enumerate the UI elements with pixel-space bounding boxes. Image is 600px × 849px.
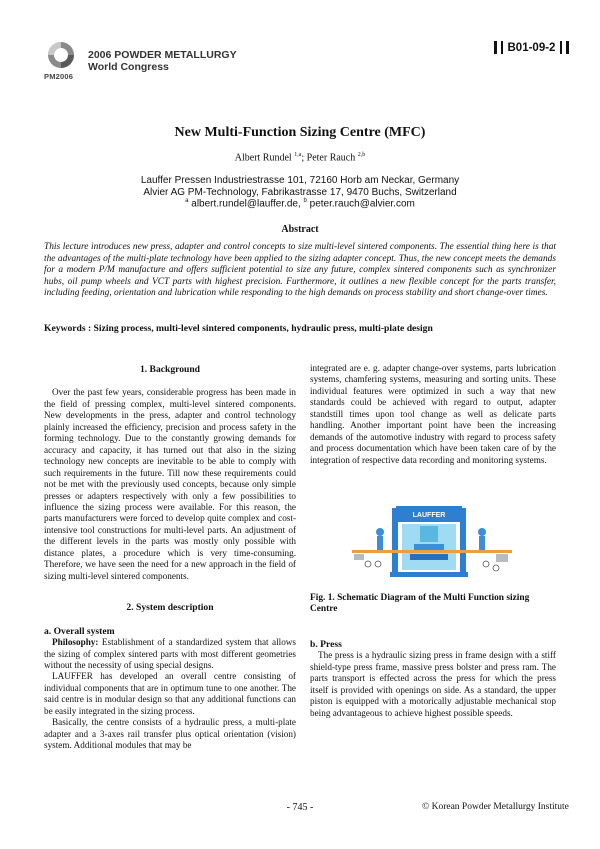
email-line: [0, 198, 600, 209]
figure-right-tower: [479, 536, 485, 550]
code-bar-left-thin: [501, 41, 503, 54]
code-bar-right: [566, 41, 569, 54]
code-bar-right-thin: [560, 41, 562, 54]
author-2: Peter Rauch: [306, 152, 356, 164]
author-line: [0, 152, 600, 163]
email-a: albert.rundel@lauffer.de,: [188, 198, 304, 210]
email-b: peter.rauch@alvier.com: [306, 198, 415, 210]
figure-right-module: [478, 528, 486, 536]
figure-caption: Fig. 1. Schematic Diagram of the Multi Function sizing Centre: [310, 593, 530, 615]
press-paragraph: The press is a hydraulic sizing press in frame design with a stiff shield-type press frame, massive press bolster and press ram. The parts transport is effected across the press for which the press itself is provided with openings on side. As a standard, the upper piston is equipped with a motorically adjustable mechanical stop being advantageous to achieve highest possible speeds.: [310, 650, 556, 718]
author-2-sup: 2,b: [357, 152, 366, 158]
philosophy-paragraph: [44, 637, 296, 671]
figure-left-module: [376, 528, 384, 536]
figure-left-station: [354, 554, 364, 560]
affiliation-2: Alvier AG PM-Technology, Fabrikastrasse 17, 9470 Buchs, Switzerland: [143, 187, 457, 198]
abstract-text: This lecture introduces new press, adapter and control concepts to size multi-level sintered components. The essential thing here is that the advantages of the multi-plate technology have been applied to the sizing adapter concept. Thus, the new concept meets the demands for a modern P/M manufacture and offers sufficient potential to size any future, complex sintered components such as synchronizer hubs, oil pump wheels and VCT parts with highest precision. Furthermore, it outlines a new flexible concept for the parts transfer, including feeding, orientation and lubrication while responding to the high demands on process stability and short change-over times.: [44, 242, 556, 299]
keywords: Keywords : Sizing process, multi-level sintered components, hydraulic press, multi-plate design: [44, 323, 433, 334]
integration-paragraph: integrated are e. g. adapter change-over systems, parts lubrication systems, chamfering systems, measuring and sorting units. These individual features were optimized in such a way that new standards could be achieved with regard to output, adapter standstill times upon tool change as well as delicate parts handling. Another important point have been the increasing demands of the automotive industry with regard to process safety and process documentation which have been taken care of by the integration of respective data recording and monitoring systems.: [310, 363, 556, 465]
author-1: Albert Rundel: [234, 152, 292, 164]
conference-subtitle: World Congress: [88, 61, 169, 73]
paper-code-text: B01-09-2: [507, 41, 556, 54]
email-b-sup: b: [303, 198, 307, 204]
author-1-sup: 1,a: [294, 152, 302, 158]
centre-paragraph: Basically, the centre consists of a hydraulic press, a multi-plate adapter and a 3-axes rail transfer plus optical orientation (vision) system. Additional modules that may be: [44, 717, 296, 751]
subsection-b-heading: b. Press: [310, 639, 342, 650]
figure-lauffer-label: LAUFFER: [412, 512, 446, 519]
figure-node-1: [365, 561, 371, 567]
figure-node-2: [375, 561, 381, 567]
figure-left-tower: [377, 536, 383, 550]
figure-node-3: [483, 561, 489, 567]
section-2-heading: 2. System description: [126, 602, 214, 614]
section-1-text: Over the past few years, considerable progress has been made in the field of pressing complex, multi-level sintered components. New developments in the press, adapter and control technology plainly increased the efficiency, precision and process safety in the forming technology. Due to the constantly growing demands for accuracy and capacity, it has turned out that also in the sizing technology new concepts are inevitable to be able to comply with such requirements in the future. Till now these requirements could not be met with the previously used concepts, because only simple presses or adapters respectively with only a few possibilities to influence the sizing process were available. For this reason, the parts manufacturers were forced to develop quite complex and cost-intensive tool constructions for multi-level parts. An adjustment of the different levels in the parts was mostly only possible with distance plates, a procedure which is very time-consuming. Therefore, we have seen the need for a new approach in the field of sizing multi-level sintered components.: [44, 387, 296, 581]
left-column: [44, 364, 296, 752]
right-column-bottom: [310, 639, 556, 719]
copyright: © Korean Powder Metallurgy Institute: [422, 802, 569, 812]
page-number: - 745 -: [286, 802, 314, 813]
logo-text: PM2006: [44, 72, 74, 81]
section-1-heading: 1. Background: [139, 364, 201, 375]
figure-ram: [420, 526, 438, 542]
figure-right-station: [496, 554, 508, 562]
lauffer-paragraph: LAUFFER has developed an overall centre consisting of individual components that are in optimum tune to one another. The said centre is in modular design so that any additional functions can be easily integrated in the sizing process.: [44, 671, 296, 716]
philosophy-lead: Philosophy:: [52, 637, 99, 648]
paper-title: New Multi-Function Sizing Centre (MFC): [174, 125, 426, 140]
figure-transfer-rail: [352, 550, 512, 553]
philosophy-text: Establishment of a standardized system that allows the sizing of complex sintered parts with most different geometries without the necessity of using special designs.: [44, 637, 296, 670]
mfc-schematic-figure: [350, 502, 515, 582]
subsection-a-heading: a. Overall system: [44, 625, 115, 637]
affiliation-1: Lauffer Pressen Industriestrasse 101, 72160 Horb am Neckar, Germany: [140, 175, 460, 186]
email-a-sup: a: [185, 198, 189, 204]
figure-bolster: [410, 554, 448, 560]
author-separator: ;: [301, 152, 307, 164]
paper-code: [492, 41, 571, 54]
right-column-top: [310, 363, 556, 466]
code-bar-left: [494, 41, 497, 54]
figure-base: [390, 572, 468, 577]
figure-node-4: [493, 565, 499, 571]
abstract-heading: Abstract: [281, 224, 319, 235]
conference-name: 2006 POWDER METALLURGY: [88, 49, 237, 61]
